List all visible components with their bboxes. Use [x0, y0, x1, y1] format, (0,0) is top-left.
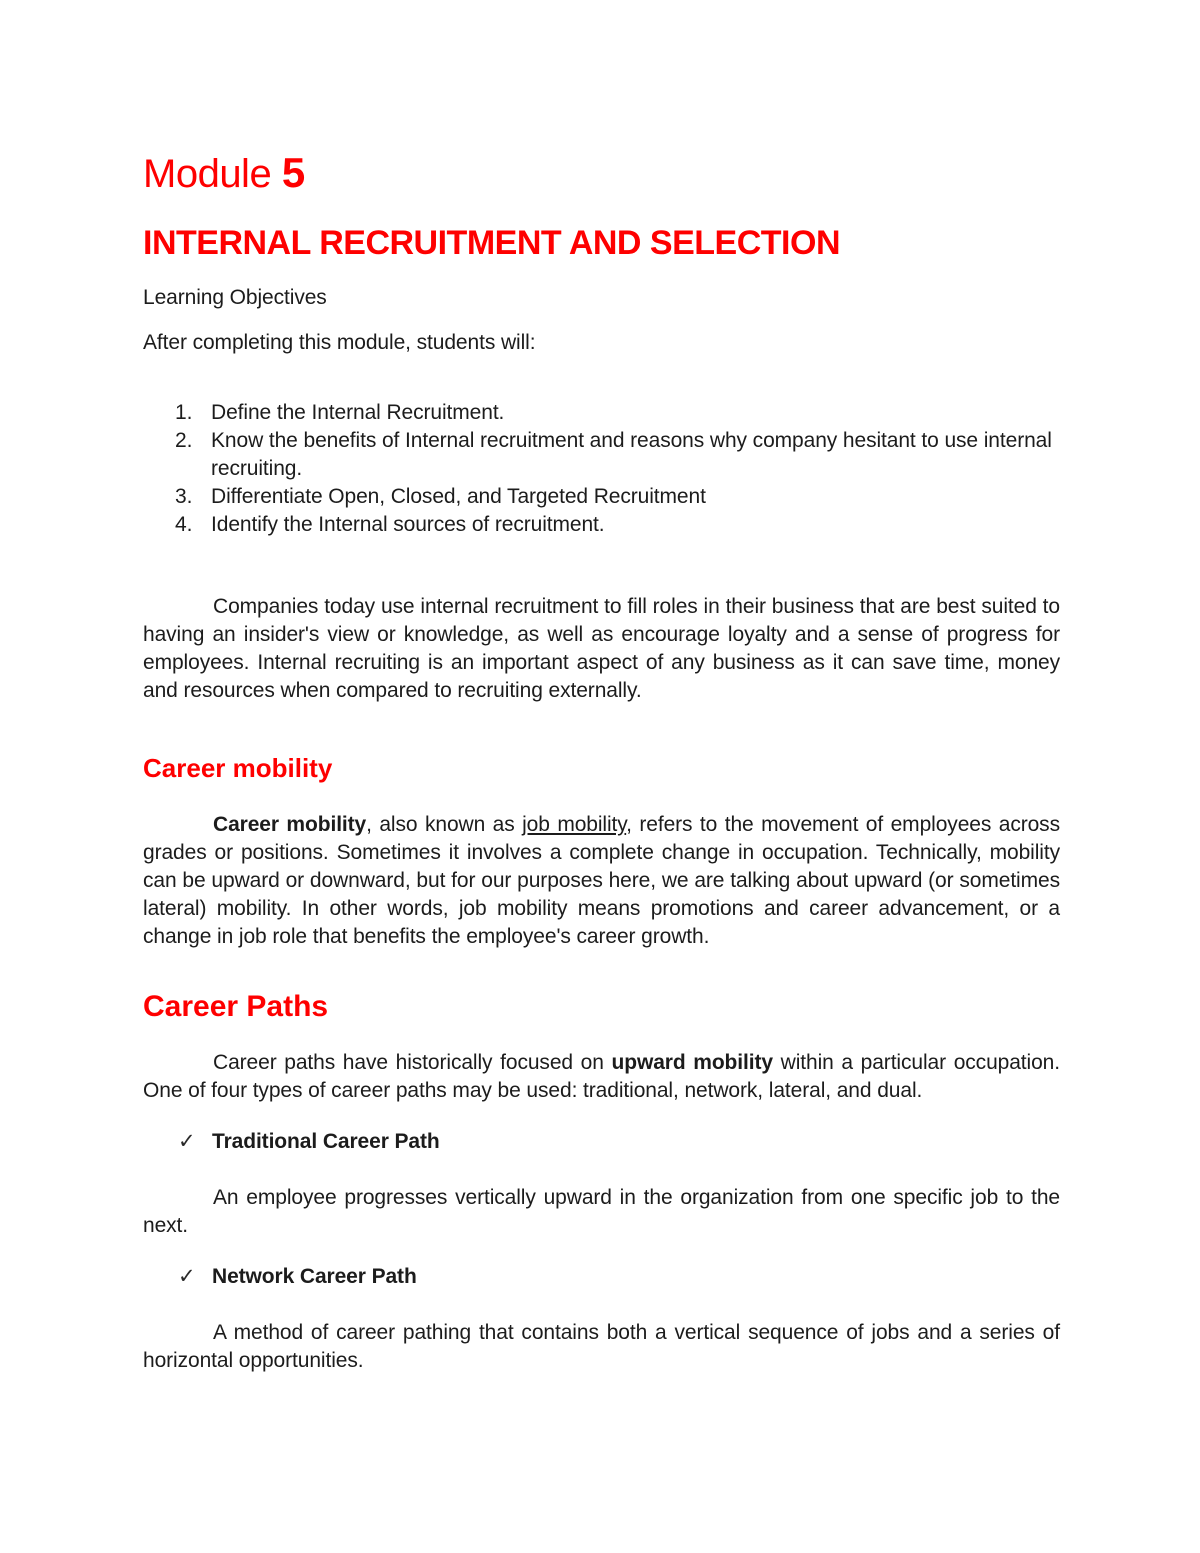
objective-text: Differentiate Open, Closed, and Targeted Recruitment	[211, 485, 706, 508]
career-mobility-mid: , also known as	[366, 813, 523, 836]
career-mobility-bold-lead: Career mobility	[213, 813, 367, 836]
objective-item	[175, 483, 1060, 511]
objective-number: 2.	[175, 429, 193, 452]
career-path-title: Network Career Path	[212, 1265, 417, 1288]
checkmark-icon: ✓	[178, 1130, 196, 1153]
career-path-description: A method of career pathing that contains both a vertical sequence of jobs and a series of horizontal opportunities.	[143, 1321, 1060, 1372]
objective-number: 3.	[175, 485, 193, 508]
objective-text: Define the Internal Recruitment.	[211, 401, 505, 424]
job-mobility-underlined: job mobility	[522, 813, 627, 836]
objective-number: 4.	[175, 513, 193, 536]
career-paths-paragraph	[143, 1049, 1060, 1105]
career-mobility-heading: Career mobility	[143, 753, 333, 783]
career-mobility-paragraph	[143, 811, 1060, 951]
career-path-item-network	[143, 1263, 1060, 1291]
module-label: Module	[143, 152, 272, 196]
document-title: INTERNAL RECRUITMENT AND SELECTION	[143, 224, 840, 262]
career-path-item-traditional	[143, 1128, 1060, 1156]
learning-objectives-label: Learning Objectives	[143, 286, 327, 309]
objective-number: 1.	[175, 401, 193, 424]
career-paths-rest: within a particular occupation. One of four types of career paths may be used: traditional, network, lateral, and dual.	[143, 1051, 1060, 1102]
objectives-lead: After completing this module, students will:	[143, 331, 536, 354]
module-heading	[143, 150, 1060, 197]
objectives-list	[143, 399, 1060, 539]
career-path-description: An employee progresses vertically upward in the organization from one specific job to the next.	[143, 1186, 1060, 1237]
objective-item	[175, 511, 1060, 539]
career-paths-lead: Career paths have historically focused on	[213, 1051, 612, 1074]
career-paths-heading: Career Paths	[143, 990, 329, 1023]
objective-text: Know the benefits of Internal recruitment and reasons why company hesitant to use internal recruiting.	[211, 429, 1052, 480]
career-path-title: Traditional Career Path	[212, 1130, 440, 1153]
objective-item	[175, 399, 1060, 427]
intro-paragraph: Companies today use internal recruitment to fill roles in their business that are best suited to having an insider's view or knowledge, as well as encourage loyalty and a sense of progress for employees. Internal recruiting is an important aspect of any business as it can save time, money and resources when compared to recruiting externally.	[143, 595, 1060, 702]
checkmark-icon: ✓	[178, 1265, 196, 1288]
objective-text: Identify the Internal sources of recruitment.	[211, 513, 605, 536]
module-number: 5	[281, 149, 305, 196]
career-mobility-rest: , refers to the movement of employees across grades or positions. Sometimes it involves a complete change in occupation. Technically, mobility can be upward or downward, but for our purposes here, we are talking about upward (or sometimes lateral) mobility. In other words, job mobility means promotions and career advancement, or a change in job role that benefits the employee's career growth.	[143, 813, 1060, 948]
objective-item	[175, 427, 1060, 483]
upward-mobility-bold: upward mobility	[611, 1051, 773, 1074]
